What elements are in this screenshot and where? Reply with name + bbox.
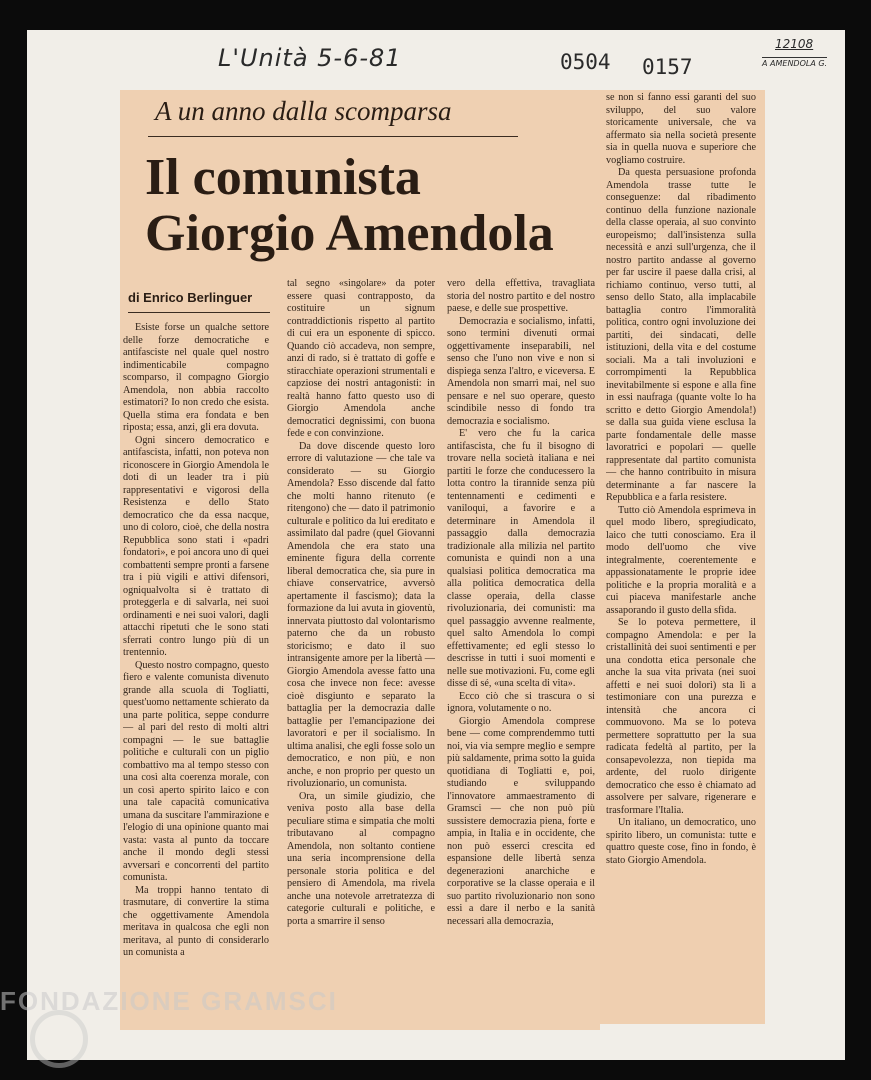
paragraph: Tutto ciò Amendola esprimeva in quel modo libero, spregiudicato, laico che tutti conosciamo. Era il modo dell'uomo che vive integralmente, coerentemente e appassionatamente le proprie idee politiche e la propria moralità e a cui piaceva manifestarle anche assaporando il gusto della sfida. [606,504,756,616]
paragraph: Ma troppi hanno tentato di trasmutare, di convertire la stima che oggettivamente Amendola meritava in qualcosa che egli non meritava, al punto di considerarlo un comunista a [123,884,269,958]
paragraph: se non si fanno essi garanti del suo sviluppo, del suo valore storicamente universale, che va affermato sia nella società presente sia in quella nuova e superiore che vogliamo costruire. [606,92,756,166]
watermark-logo [30,1010,88,1068]
paragraph: tal segno «singolare» da poter essere quasi contrapposto, da costituire un signum contraddictionis rispetto al partito di cui era un esponente di spicco. Quando ciò accadeva, non sempre, anzi di rado, si è trattato di goffe e stiracchiate operazioni strumentali e capziose dei nostri antagonisti: in realtà hanno fatto questo uso di Giorgio Amendola anche democratici degnissimi, con buona fede e con convinzione. [287,278,435,439]
paragraph: E' vero che fu la carica antifascista, che fu il bisogno di trovare nella società italiana e nei partiti le forze che conducessero la lotta contro la tirannide senza più tentennamenti e cedimenti e vaniloqui, a favorire e a determinare in Amendola il passaggio dalla democrazia tradizionale alla milizia nel partito comunista e quindi non a una qualsiasi politica democratica ma alla politica democratica della classe operaia, della classe rivoluzionaria, dei comunisti: ma quel passaggio avvenne realmente, quel salto Amendola lo compì effettivamente; ed egli stesso lo descrisse in tutti i suoi momenti e nelle sue motivazioni. Fu, come egli disse di sé, «una scelta di vita». [447,428,595,689]
stamp-code-2: 0157 [642,55,693,79]
paragraph: Giorgio Amendola comprese bene — come comprendemmo tutti noi, via via sempre meglio e sempre più saldamente, prima sotto la guida quotidiana di Togliatti e, poi, studiando e sviluppando l'innovatore ammaestramento di Gramsci — che non può più sussistere democrazia piena, forte e ampia, in Italia e in occidente, che non può esserci crescita ed espansione delle libertà senza degenerazioni anarchiche e corporative se la classe operaia e il suo partito rivoluzionario non sono essi a dare il nerbo e la sanità necessari alla democrazia, [447,715,595,927]
byline-divider [128,312,270,313]
article-kicker: A un anno dalla scomparsa [155,96,452,126]
paragraph: Democrazia e socialismo, infatti, sono termini divenuti ormai oggettivamente inseparabili, nel senso che l'uno non vive e non si dispiega senza l'altro, e viceversa. E Amendola non smarrì mai, nel suo pensare e nel suo operare, questo scindibile nesso di fondo tra democrazia e socialismo. [447,315,595,427]
watermark-text: FONDAZIONE GRAMSCI [0,986,338,1016]
headline-line-2: Giorgio Amendola [145,205,554,262]
article-column-4 [606,92,756,1022]
headline-line-1: Il comunista [145,149,421,206]
paragraph: Questo nostro compagno, questo fiero e valente comunista divenuto grande alla scuola di Togliatti, quest'uomo nettamente schierato da una parte politica, seppe condurre — al pari del resto di molti altri compagni — le sue battaglie politiche e culturali con un piglio combattivo ma al tempo stesso con una così alta coerenza morale, con un così aperto spirito laico e con una tale capacità comunicativa umana da suscitare l'ammirazione e l'elogio di una opinione quanto mai vasta: vasta al punto da toccare anche il mondo degli stessi avversari e concorrenti del partito comunista. [123,659,269,883]
paragraph: Ogni sincero democratico e antifascista, infatti, non poteva non riconoscere in Giorgio Amendola le doti di un leader tra i più rappresentativi e vigorosi della Resistenza e dello Stato democratico che da essa nacque, uno di coloro, cioè, che della nostra Repubblica sono stati i «padri fondatori», e poi ancora uno di quei combattenti sempre pronti a farsene tra i più vigili e attivi difensori, ogniqualvolta si è trattato di proteggerla e di salvarla, nei suoi ordinamenti e nei suoi valori, dagli attacchi ripetuti che le sono stati sferrati contro lungo più di un trentennio. [123,434,269,658]
paragraph: Un italiano, un democratico, uno spirito libero, un comunista: tutte e quattro queste cose, fino in fondo, è stato Giorgio Amendola. [606,817,756,866]
article-column-2 [287,278,435,1026]
paragraph: Se lo poteva permettere, il compagno Amendola: e per la cristallinità dei suoi sentimenti e per una condotta etica personale che anche la sua vita privata (nei suoi affetti e nei suoi dolori) sta lì a testimoniare con una purezza e intensità che ancora ci commuovono. Ma se lo poteva permettere soprattutto per la sua radicata fedeltà al partito, per la consapevolezza, non tiepida ma ardente, del ruolo dirigente democratico che esso è chiamato ad assolvere per salvare, rigenerare e trasformare l'Italia. [606,617,756,816]
article-column-1 [123,322,269,1028]
handwritten-source-note: L'Unità 5-6-81 [218,44,402,72]
paragraph: Da dove discende questo loro errore di valutazione — che tale va considerato — su Giorgio Amendola? Esso discende dal fatto che molti hanno ritenuto (e ritengono) che — dato il patrimonio culturale e politico da lui ereditato e assimilato dal padre (quel Giovanni Amendola che era stato una eminente figura della corrente liberal democratica che, sia pure in chiave conservatrice, avversò apertamente il fascismo); data la formazione da lui avuta in gioventù, innervata piuttosto dal volontarismo paterno che da un robusto storicismo; e dato il suo intransigente amore per la libertà — Giorgio Amendola avesse fatto una cosa che invece non fece: avesse cioè disgiunto e separato la battaglia per la democrazia dalle battaglie per l'emancipazione dei lavoratori e per il socialismo. In ultima analisi, che egli fosse solo un democratico, e non più, e non anche, e non proprio per questo un rivoluzionario, un comunista. [287,440,435,789]
stamp-code-1: 0504 [560,50,611,74]
article-column-3 [447,278,595,1026]
paragraph: Ora, un simile giudizio, che veniva posto alla base della peculiare stima e simpatia che molti tributavano al compagno Amendola, non soltanto contiene una seria incomprensione della personale storia politica e del pensiero di Amendola, ma rivela anche una notevole arretratezza di categorie culturali e politiche, e porta a smarrire il senso [287,790,435,927]
handwritten-reference: A AMENDOLA G. [762,59,828,68]
article-byline: di Enrico Berlinguer [128,290,253,305]
handwritten-number: 12108 [775,37,814,51]
paragraph: Da questa persuasione profonda Amendola trasse tutte le conseguenze: dal ribadimento continuo della funzione nazionale della classe operaia, al suo convinto europeismo; dall'insistenza sulla necessità e anzi sull'urgenza, che il nostro partito andasse al governo per far uscire il paese dalla crisi, al richiamo continuo, verso tutti, al senso dello Stato, alla implacabile battaglia contro l'immoralità politica, contro ogni involuzione dei partiti, dei sindacati, delle istituzioni, della vita e del costume sociali. Ma a tali involuzioni e corrompimenti la Repubblica inevitabilmente si espone e alla fine in essi naufraga (quante volte lo ha scritto e detto Giorgio Amendola!) se dalla sua guida viene esclusa la parte fondamentale delle masse lavoratrici e popolari — quelle rappresentate dal partito comunista — che hanno contribuito in misura determinante a far nascere la Repubblica e a farla resistere. [606,167,756,503]
kicker-divider [148,136,518,137]
paragraph: Esiste forse un qualche settore delle forze democratiche e antifasciste nel quale quel nostro indimenticabile compagno scomparso, il compagno Giorgio Amendola, non abbia raccolto estimatori? Io non credo che esista. Quella stima era fondata e ben riposta; essa, anzi, gli era dovuta. [123,322,269,433]
article-headline [145,150,554,262]
paragraph: vero della effettiva, travagliata storia del nostro partito e del nostro paese, e delle sue prospettive. [447,278,595,314]
paragraph: Ecco ciò che si trascura o si ignora, volutamente o no. [447,690,595,714]
